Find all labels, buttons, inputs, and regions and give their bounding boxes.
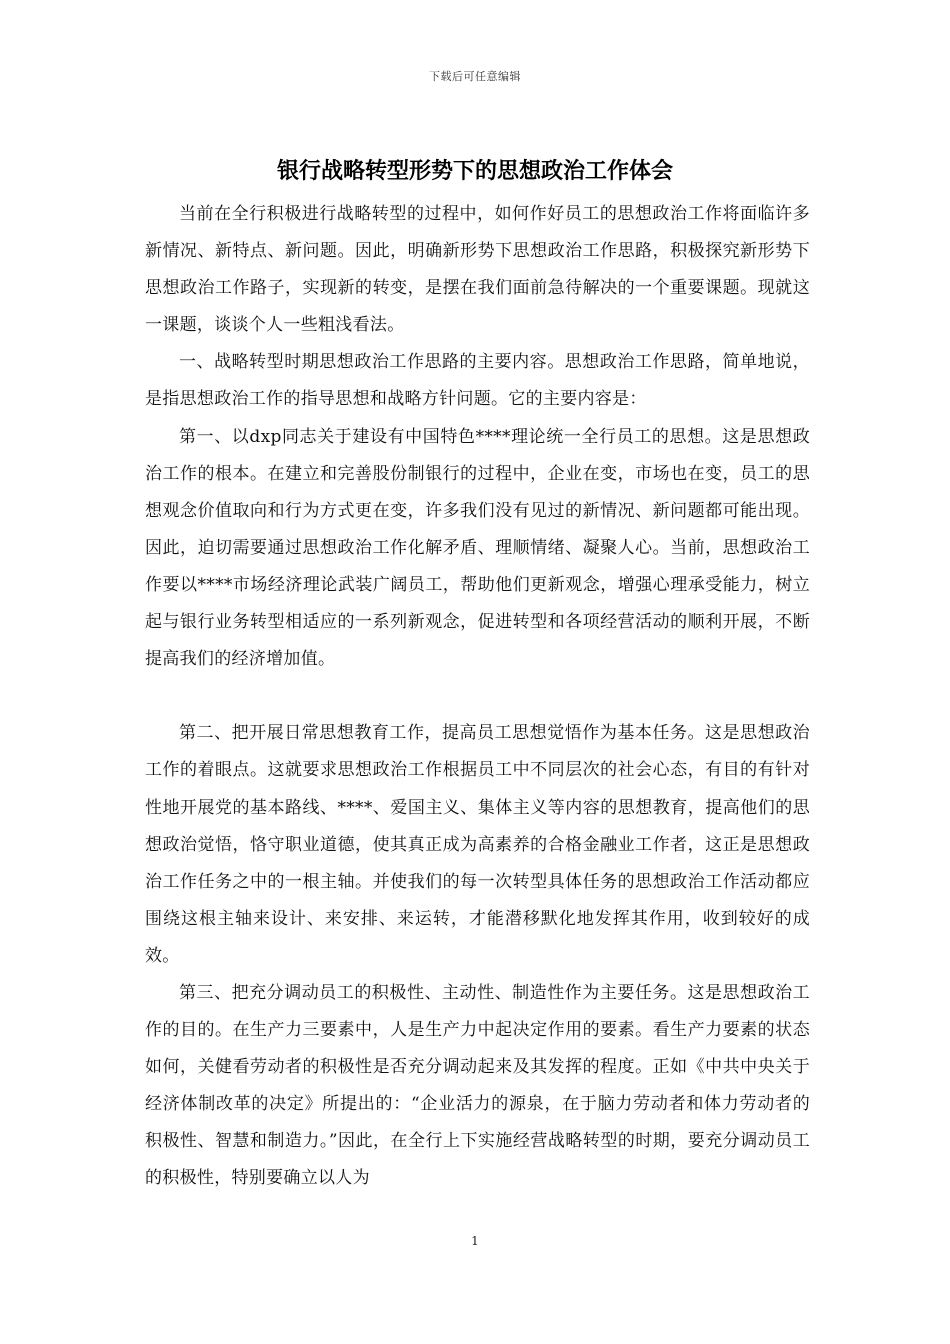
- paragraph-second-point: 第二、把开展日常思想教育工作，提高员工思想觉悟作为基本任务。这是思想政治工作的着眼点。这就要求思想政治工作根据员工中不同层次的社会心态，有目的有针对性地开展党的基本路线、****、爱国主义、集体主义等内容的思想教育，提高他们的思想政治觉悟，恪守职业道德，使其真正成为高素养的合格金融业工作者，这正是思想政治工作任务之中的一根主轴。并使我们的每一次转型具体任务的思想政治工作活动都应围绕这根主轴来设计、来安排、来运转，才能潜移默化地发挥其作用，收到较好的成效。: [145, 723, 810, 966]
- paragraph-intro: 当前在全行积极进行战略转型的过程中，如何作好员工的思想政治工作将面临许多新情况、新特点、新问题。因此，明确新形势下思想政治工作思路，积极探究新形势下思想政治工作路子，实现新的转变，是摆在我们面前急待解决的一个重要课题。现就这一课题，谈谈个人一些粗浅看法。: [145, 204, 810, 336]
- document-body: [145, 196, 810, 1198]
- paragraph-third-point: 第三、把充分调动员工的积极性、主动性、制造性作为主要任务。这是思想政治工作的目的。在生产力三要素中，人是生产力中起决定作用的要素。看生产力要素的状态如何，关健看劳动者的积极性是否充分调动起来及其发挥的程度。正如《中共中央关于经济体制改革的决定》所提出的：“企业活力的源泉，在于脑力劳动者和体力劳动者的积极性、智慧和制造力。”因此，在全行上下实施经营战略转型的时期，要充分调动员工的积极性，特别要确立以人为: [145, 982, 810, 1189]
- document-title: 银行战略转型形势下的思想政治工作体会: [276, 158, 673, 184]
- paragraph-section-one: 一、战略转型时期思想政治工作思路的主要内容。思想政治工作思路，简单地说，是指思想政治工作的指导思想和战略方针问题。它的主要内容是：: [145, 352, 810, 410]
- paragraph-first-point: 第一、以dxp同志关于建设有中国特色****理论统一全行员工的思想。这是思想政治工作的根本。在建立和完善股份制银行的过程中，企业在变，市场也在变，员工的思想观念价值取向和行为方式更在变，许多我们没有见过的新情况、新问题都可能出现。因此，迫切需要通过思想政治工作化解矛盾、理顺情绪、凝聚人心。当前，思想政治工作要以****市场经济理论武装广阔员工，帮助他们更新观念，增强心理承受能力，树立起与银行业务转型相适应的一系列新观念，促进转型和各项经营活动的顺利开展，不断提高我们的经济增加值。: [145, 426, 810, 670]
- page-number: 1: [471, 1234, 479, 1248]
- paragraph-spacer: [145, 678, 810, 715]
- page-header: 下载后可任意编辑: [429, 70, 521, 83]
